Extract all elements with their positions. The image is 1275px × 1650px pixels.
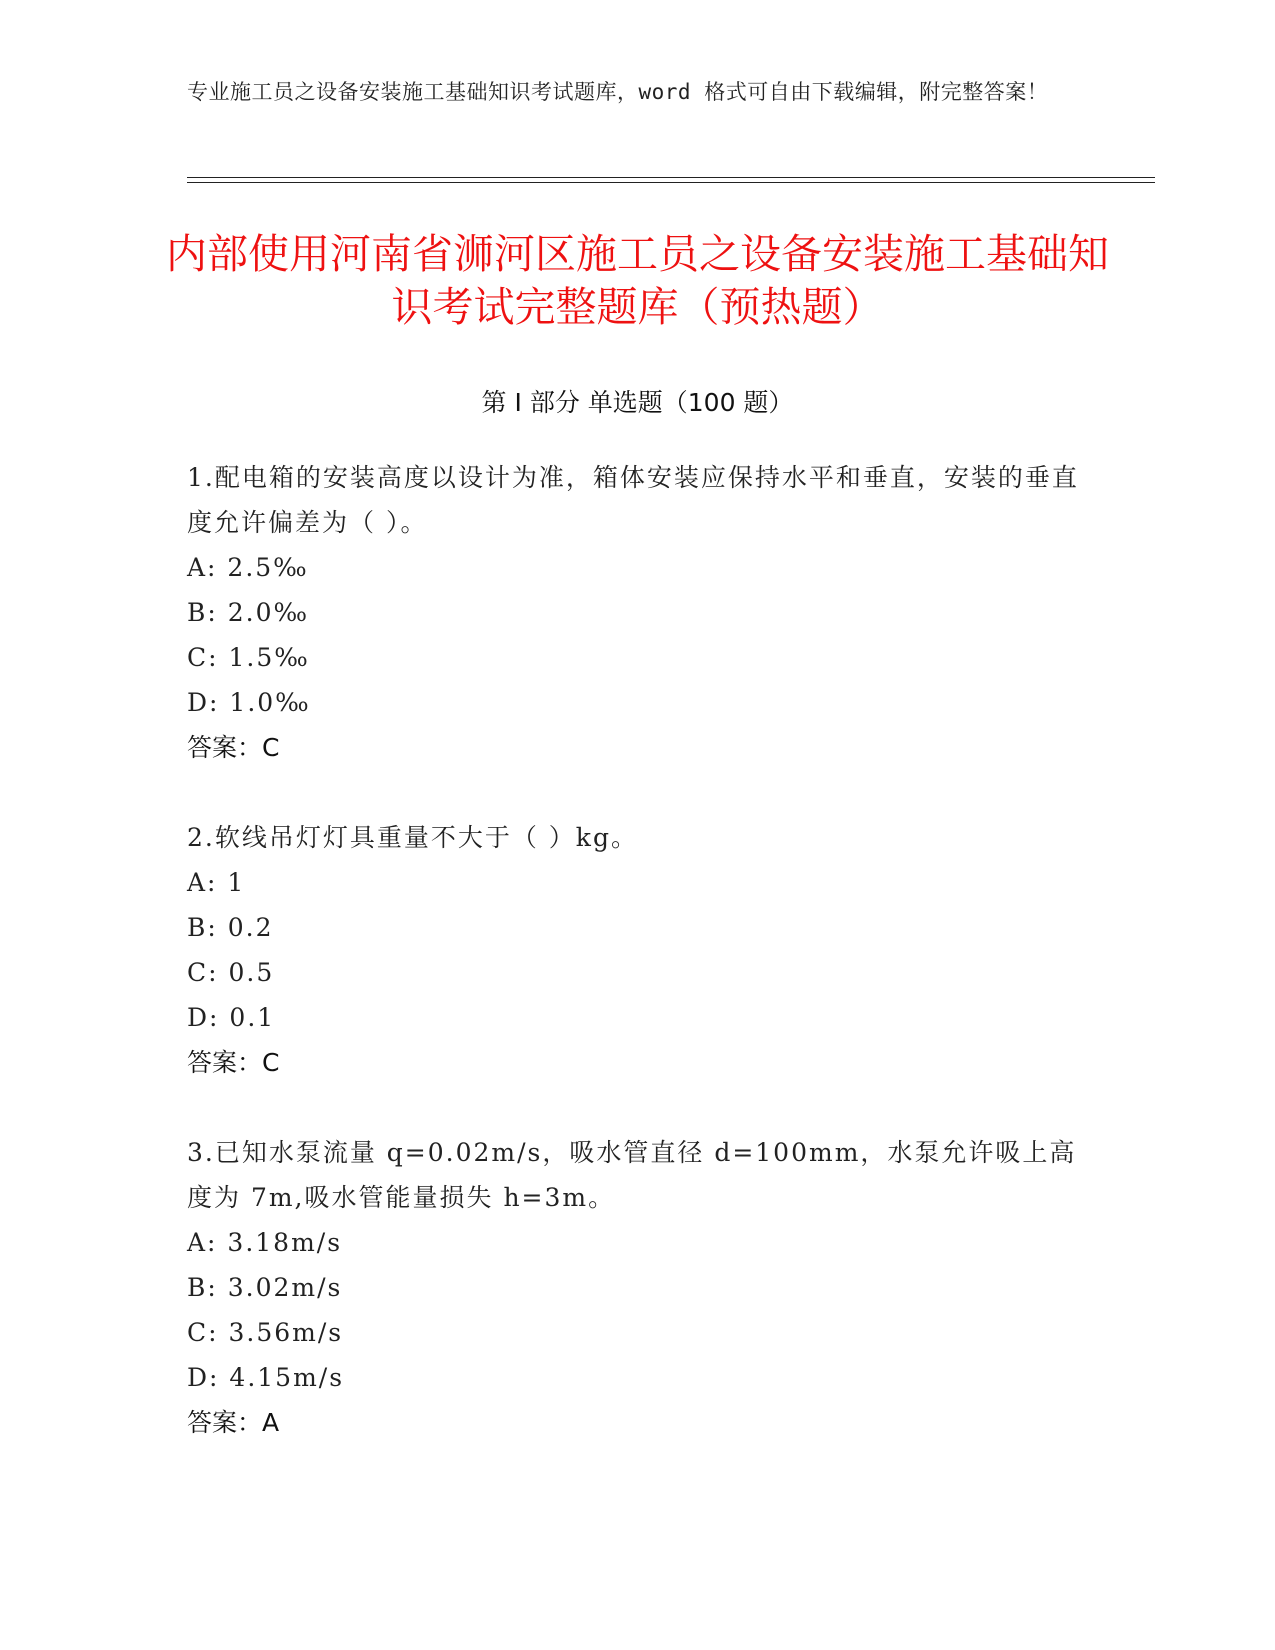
option-a: A: 3.18m/s (187, 1228, 343, 1257)
option-d: D: 4.15m/s (187, 1363, 345, 1392)
question-stem: 3.已知水泵流量 q=0.02m/s，吸水管直径 d=100mm，水泵允许吸上高度为 7m,吸水管能量损失 h=3m。 (187, 1138, 1077, 1212)
question-3 (187, 1130, 1087, 1445)
document-title: 内部使用河南省浉河区施工员之设备安装施工基础知识考试完整题库（预热题） (166, 230, 1109, 331)
option-a: A: 2.5‰ (187, 553, 309, 582)
answer: 答案：C (187, 1048, 280, 1077)
header-rule-top (187, 177, 1155, 178)
question-stem: 1.配电箱的安装高度以设计为准，箱体安装应保持水平和垂直，安装的垂直度允许偏差为（ ）。 (187, 463, 1079, 537)
option-b: B: 0.2 (187, 913, 274, 942)
header-note: 专业施工员之设备安装施工基础知识考试题库，word 格式可自由下载编辑，附完整答案！ (187, 80, 1049, 104)
question-stem: 2.软线吊灯灯具重量不大于（ ）kg。 (187, 823, 638, 852)
option-c: C: 3.56m/s (187, 1318, 344, 1347)
answer: 答案：C (187, 733, 280, 762)
option-c: C: 0.5 (187, 958, 275, 987)
option-d: D: 0.1 (187, 1003, 276, 1032)
header-rule-bottom (187, 182, 1155, 183)
option-b: B: 3.02m/s (187, 1273, 343, 1302)
question-2 (187, 815, 1087, 1085)
answer: 答案：A (187, 1408, 280, 1437)
option-c: C: 1.5‰ (187, 643, 310, 672)
section-heading: 第 I 部分 单选题（100 题） (481, 388, 794, 417)
option-d: D: 1.0‰ (187, 688, 311, 717)
question-1 (187, 455, 1087, 770)
option-b: B: 2.0‰ (187, 598, 310, 627)
option-a: A: 1 (187, 868, 246, 897)
